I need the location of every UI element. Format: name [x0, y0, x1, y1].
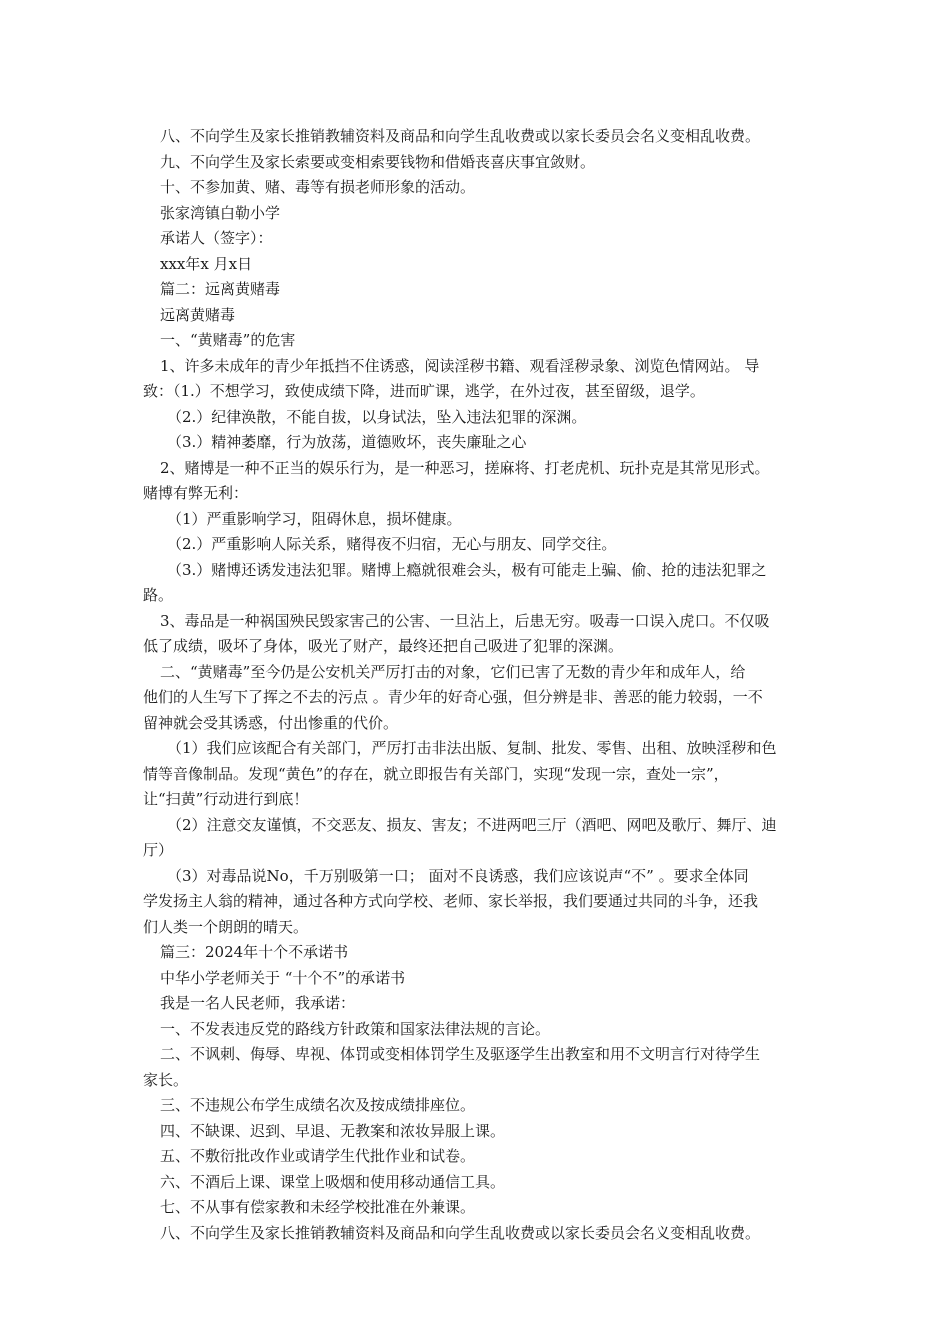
text-line: 篇三：2024年十个不承诺书 [160, 943, 349, 961]
text-line: 七、不从事有偿家教和未经学校批准在外兼课。 [160, 1198, 476, 1216]
text-line: 一、“黄赌毒”的危害 [160, 331, 296, 349]
text-line: 九、不向学生及家长索要或变相索要钱物和借婚丧喜庆事宜敛财。 [160, 152, 596, 171]
text-line: 四、不缺课、迟到、早退、无教案和浓妆异服上课。 [160, 1121, 506, 1140]
document-page [143, 124, 813, 1246]
text-line: 二、不讽刺、侮辱、卑视、体罚或变相体罚学生及驱逐学生出教室和用不文明言行对待学生 [160, 1045, 761, 1063]
text-line: （3）对毒品说No，千万别吸第一口； 面对不良诱惑，我们应该说声“不” 。要求全体同 [167, 866, 749, 885]
text-line: 赌博有弊无利： [143, 484, 249, 502]
text-line: （1）我们应该配合有关部门，严厉打击非法出版、复制、批发、零售、出租、放映淫秽和色 [167, 739, 777, 757]
text-line: 三、不违规公布学生成绩名次及按成绩排座位。 [160, 1096, 476, 1114]
text-line: （2.）严重影响人际关系，赌得夜不归宿，无心与朋友、同学交往。 [167, 535, 617, 553]
text-line: 让“扫黄”行动进行到底！ [143, 790, 309, 808]
text-line: 远离黄赌毒 [160, 305, 236, 324]
text-line: 们人类一个朗朗的晴天。 [143, 917, 309, 936]
text-line: （3.）赌博还诱发违法犯罪。赌博上瘾就很难会头，极有可能走上骗、偷、抢的违法犯罪之 [167, 560, 767, 579]
text-line: 八、不向学生及家长推销教辅资料及商品和向学生乱收费或以家长委员会名义变相乱收费。 [160, 1223, 761, 1242]
text-line: 中华小学老师关于 “十个不”的承诺书 [160, 968, 406, 987]
text-line: 2、赌博是一种不正当的娱乐行为，是一种恶习，搓麻将、打老虎机、玩扑克是其常见形式。 [160, 458, 770, 477]
text-line: 1、许多未成年的青少年抵挡不住诱惑，阅读淫秽书籍、观看淫秽录象、浏览色情网站。 导 [160, 356, 760, 375]
text-line: 3、毒品是一种祸国殃民毁家害己的公害、一旦沾上，后患无穷。吸毒一口误入虎口。不仅吸 [160, 611, 770, 630]
text-line: （2.）纪律涣散，不能自拔，以身试法，坠入违法犯罪的深渊。 [167, 407, 587, 426]
text-line: 家长。 [143, 1070, 189, 1089]
text-line: 低了成绩，吸坏了身体，吸光了财产，最终还把自己吸进了犯罪的深渊。 [143, 637, 624, 655]
text-line: 张家湾镇白勒小学 [160, 203, 281, 222]
text-line: 留神就会受其诱惑，付出惨重的代价。 [143, 713, 399, 732]
text-line: 十、不参加黄、赌、毒等有损老师形象的活动。 [160, 178, 476, 196]
text-line: 情等音像制品。发现“黄色”的存在，就立即报告有关部门，实现“发现一宗，查处一宗”， [143, 764, 729, 783]
text-line: 致：（1.）不想学习，致使成绩下降，进而旷课，逃学，在外过夜，甚至留级，退学。 [143, 382, 705, 400]
text-line: 我是一名人民老师，我承诺： [160, 994, 356, 1012]
text-line: （1）严重影响学习，阻碍休息，损坏健康。 [167, 509, 462, 528]
text-line: 五、不敷衍批改作业或请学生代批作业和试卷。 [160, 1147, 476, 1165]
text-line: 承诺人（签字）： [160, 229, 273, 247]
text-line: 学发扬主人翁的精神，通过各种方式向学校、老师、家长举报，我们要通过共同的斗争，还我 [143, 892, 759, 910]
text-line: 二、“黄赌毒”至今仍是公安机关严厉打击的对象，它们已害了无数的青少年和成年人，给 [160, 662, 746, 681]
text-line: xxx年x 月x日 [160, 254, 253, 273]
text-line: 他们的人生写下了挥之不去的污点 。青少年的好奇心强，但分辨是非、善恶的能力较弱，一不 [143, 688, 763, 706]
text-line: 六、不酒后上课、课堂上吸烟和使用移动通信工具。 [160, 1172, 506, 1191]
text-line: 厅） [143, 841, 174, 859]
text-line: （2）注意交友谨慎，不交恶友、损友、害友；不进两吧三厅（酒吧、网吧及歌厅、舞厅、迪 [167, 815, 777, 834]
text-line: 一、不发表违反党的路线方针政策和国家法律法规的言论。 [160, 1019, 551, 1038]
text-line: 路。 [143, 586, 174, 604]
text-line: 篇二：远离黄赌毒 [160, 280, 281, 298]
text-line: 八、不向学生及家长推销教辅资料及商品和向学生乱收费或以家长委员会名义变相乱收费。 [160, 127, 761, 145]
text-line: （3.）精神萎靡，行为放荡，道德败坏，丧失廉耻之心 [167, 433, 527, 451]
